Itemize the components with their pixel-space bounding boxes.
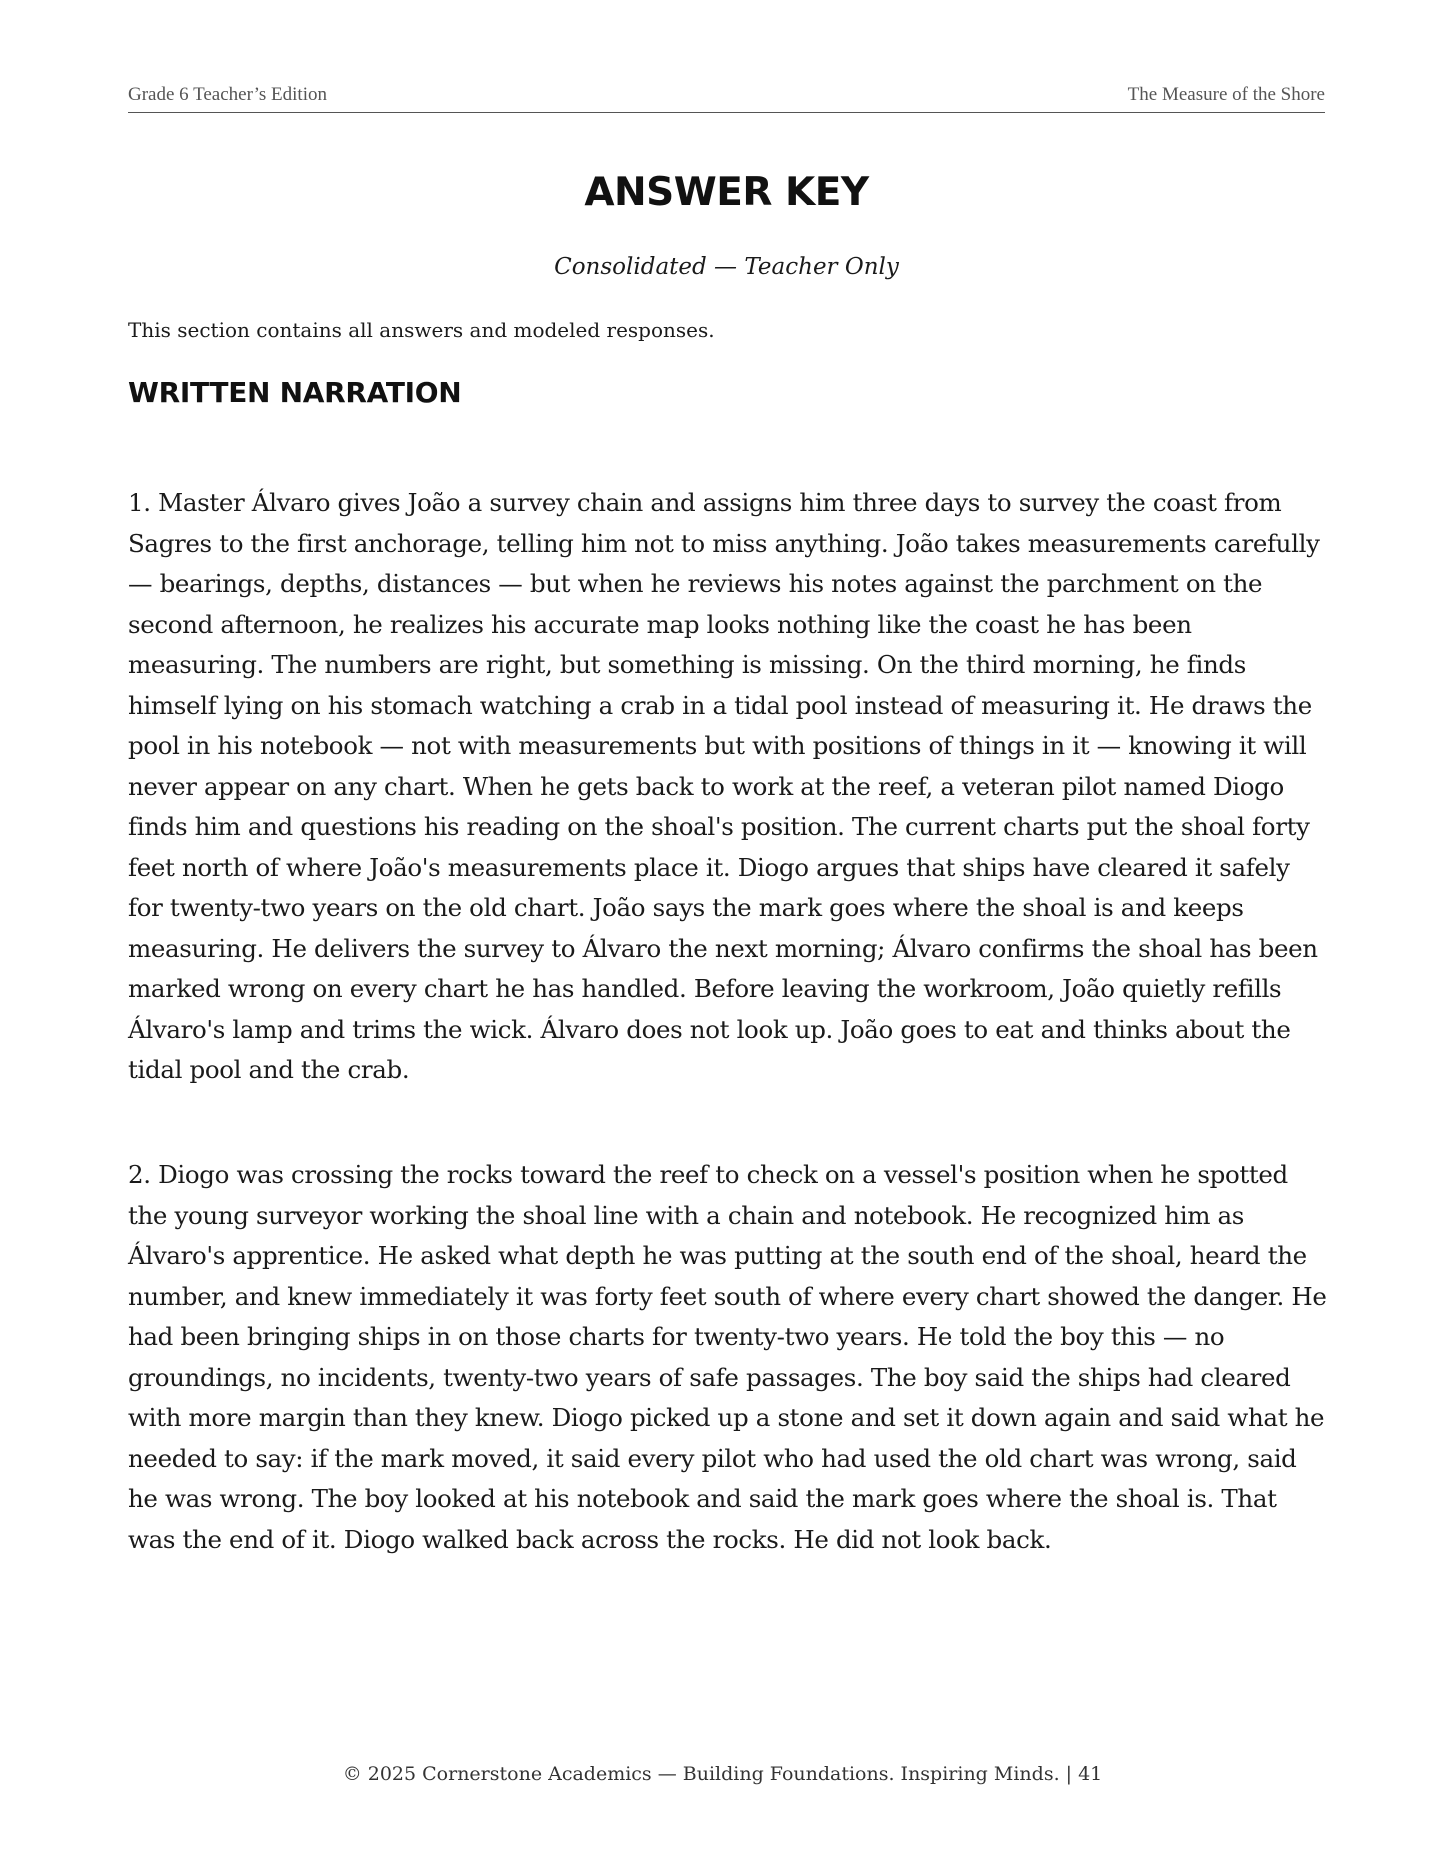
page-footer: © 2025 Cornerstone Academics — Building Foundations. Inspiring Minds. | 41 [342, 1763, 1103, 1785]
intro-text: This section contains all answers and modeled responses. [128, 318, 715, 342]
header-grade-label: Grade 6 Teacher’s Edition [128, 84, 327, 105]
section-heading: WRITTEN NARRATION [128, 376, 462, 409]
page-title: ANSWER KEY [584, 170, 869, 215]
page-subtitle: Consolidated — Teacher Only [554, 254, 899, 280]
narration-response-2: 2. Diogo was crossing the rocks toward the reef to check on a vessel's position when he spotted the young surveyor working the shoal line with a chain and notebook. He recognized him as Álvaro's apprentice. He asked what depth he was putting at the south end of the shoal, heard the number, and knew immediately it was forty feet south of where every chart showed the danger. He had been bringing ships in on those charts for twenty-two years. He told the boy this — no groundings, no incidents, twenty-two years of safe passages. The boy said the ships had cleared with more margin than they knew. Diogo picked up a stone and set it down again and said what he needed to say: if the mark moved, it said every pilot who had used the old chart was wrong, said he was wrong. The boy looked at his notebook and said the mark goes where the shoal is. That was the end of it. Diogo walked back across the rocks. He did not look back. [128, 1160, 1327, 1554]
running-header [128, 84, 1325, 113]
header-book-title: The Measure of the Shore [1127, 84, 1325, 105]
narration-response-1: 1. Master Álvaro gives João a survey chain and assigns him three days to survey the coast from Sagres to the first anchorage, telling him not to miss anything. João takes measurements carefully — bearings, depths, distances — but when he reviews his notes against the parchment on the second afternoon, he realizes his accurate map looks nothing like the coast he has been measuring. The numbers are right, but something is missing. On the third morning, he finds himself lying on his stomach watching a crab in a tidal pool instead of measuring it. He draws the pool in his notebook — not with measurements but with positions of things in it — knowing it will never appear on any chart. When he gets back to work at the reef, a veteran pilot named Diogo finds him and questions his reading on the shoal's position. The current charts put the shoal forty feet north of where João's measurements place it. Diogo argues that ships have cleared it safely for twenty-two years on the old chart. João says the mark goes where the shoal is and keeps measuring. He delivers the survey to Álvaro the next morning; Álvaro confirms the shoal has been marked wrong on every chart he has handled. Before leaving the workroom, João quietly refills Álvaro's lamp and trims the wick. Álvaro does not look up. João goes to eat and thinks about the tidal pool and the crab. [128, 488, 1320, 1084]
